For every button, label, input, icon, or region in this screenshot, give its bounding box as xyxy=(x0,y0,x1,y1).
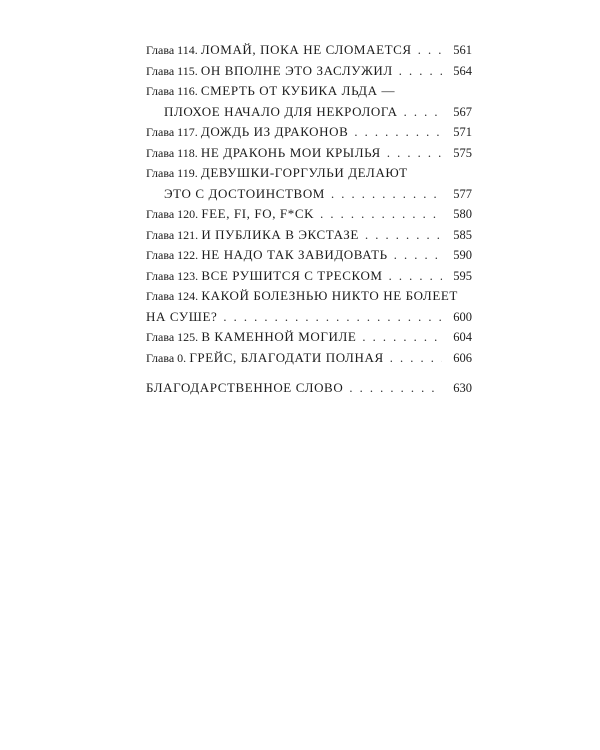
page-number: 600 xyxy=(453,309,472,324)
chapter-number: Глава 122. xyxy=(146,248,199,262)
dot-leader xyxy=(387,144,442,164)
chapter-number: Глава 119. xyxy=(146,166,198,180)
chapter-title: ДОЖДЬ ИЗ ДРАКОНОВ xyxy=(200,124,349,139)
toc-entry-line xyxy=(146,266,472,287)
page-number: 580 xyxy=(453,207,472,221)
dot-leader xyxy=(399,62,442,82)
chapter-title: КАКОЙ БОЛЕЗНЬЮ НИКТО НЕ БОЛЕЕТ xyxy=(201,288,458,303)
chapter-title: FEE, FI, FO, F*CK xyxy=(201,206,315,221)
chapter-number: Глава 124. xyxy=(146,289,199,303)
dot-leader xyxy=(362,328,442,348)
page-number: 604 xyxy=(453,330,472,344)
toc-entry-120 xyxy=(146,204,472,225)
toc-entry-line xyxy=(146,143,472,164)
chapter-title: И ПУБЛИКА В ЭКСТАЗЕ xyxy=(201,226,359,242)
toc-entry-acknowledgments xyxy=(146,378,472,399)
page-number: 590 xyxy=(453,248,472,262)
chapter-title-continued: ПЛОХОЕ НАЧАЛО ДЛЯ НЕКРОЛОГА xyxy=(164,103,398,119)
dot-leader xyxy=(331,185,442,205)
toc-entry-114 xyxy=(146,40,472,61)
dot-leader xyxy=(390,349,442,369)
chapter-title-continued: ЭТО С ДОСТОИНСТВОМ xyxy=(164,185,325,201)
toc-entry-119 xyxy=(146,163,472,204)
chapter-title: В КАМЕННОЙ МОГИЛЕ xyxy=(201,329,357,344)
page-number: 564 xyxy=(453,63,472,78)
toc-entry-line xyxy=(146,122,472,143)
chapter-number: Глава 120. xyxy=(146,207,199,221)
toc-entry-121 xyxy=(146,225,472,246)
chapter-title: ГРЕЙС, БЛАГОДАТИ ПОЛНАЯ xyxy=(189,349,384,365)
chapter-number: Глава 116. xyxy=(146,84,198,98)
toc-entry-line xyxy=(146,245,472,266)
chapter-title: ВСЕ РУШИТСЯ С ТРЕСКОМ xyxy=(201,267,383,283)
chapter-number: Глава 115. xyxy=(146,63,198,78)
chapter-title: НЕ ДРАКОНЬ МОИ КРЫЛЬЯ xyxy=(200,144,381,160)
chapter-number: Глава 118. xyxy=(146,145,198,160)
dot-leader xyxy=(394,246,442,266)
page-number: 577 xyxy=(453,186,472,201)
toc-entry-line xyxy=(146,286,472,307)
dot-leader xyxy=(404,103,442,123)
toc-entry-line xyxy=(146,378,472,399)
dot-leader xyxy=(349,379,442,399)
chapter-number: Глава 121. xyxy=(146,227,199,242)
toc-entry-line xyxy=(146,225,472,246)
chapter-number: Глава 123. xyxy=(146,268,199,283)
toc-entry-125 xyxy=(146,327,472,348)
toc-entry-124 xyxy=(146,286,472,327)
page-number: 575 xyxy=(453,145,472,160)
table-of-contents xyxy=(146,40,472,399)
toc-entry-line xyxy=(146,163,472,184)
dot-leader xyxy=(354,123,442,143)
toc-entry-123 xyxy=(146,266,472,287)
chapter-number: Глава 114. xyxy=(146,43,198,57)
dot-leader xyxy=(365,226,442,246)
page-number: 571 xyxy=(453,125,472,139)
toc-entry-117 xyxy=(146,122,472,143)
toc-entry-118 xyxy=(146,143,472,164)
toc-entry-continuation xyxy=(146,307,472,328)
toc-entry-continuation xyxy=(146,102,472,123)
chapter-title: СМЕРТЬ ОТ КУБИКА ЛЬДА — xyxy=(200,83,396,98)
toc-entry-line xyxy=(146,81,472,102)
chapter-number: Глава 0. xyxy=(146,350,187,365)
chapter-title-continued: НА СУШЕ? xyxy=(146,308,218,324)
page-number: 567 xyxy=(453,104,472,119)
chapter-title: ДЕВУШКИ-ГОРГУЛЬИ ДЕЛАЮТ xyxy=(200,165,408,180)
toc-entry-line xyxy=(146,204,472,225)
page-number: 630 xyxy=(453,381,472,395)
chapter-title: НЕ НАДО ТАК ЗАВИДОВАТЬ xyxy=(201,247,388,262)
toc-entry-line xyxy=(146,61,472,82)
toc-entry-115 xyxy=(146,61,472,82)
page-number: 585 xyxy=(453,227,472,242)
acknowledgments-title: БЛАГОДАРСТВЕННОЕ СЛОВО xyxy=(146,380,344,395)
dot-leader xyxy=(418,41,442,61)
toc-entry-line xyxy=(146,348,472,369)
toc-entry-0 xyxy=(146,348,472,369)
chapter-number: Глава 117. xyxy=(146,125,198,139)
page-number: 561 xyxy=(453,43,472,57)
toc-entry-116 xyxy=(146,81,472,122)
chapter-title: ОН ВПОЛНЕ ЭТО ЗАСЛУЖИЛ xyxy=(200,62,393,78)
dot-leader xyxy=(223,308,442,328)
dot-leader xyxy=(389,267,442,287)
chapter-number: Глава 125. xyxy=(146,330,199,344)
toc-entry-line xyxy=(146,327,472,348)
page-number: 595 xyxy=(453,268,472,283)
toc-entry-122 xyxy=(146,245,472,266)
toc-entry-continuation xyxy=(146,184,472,205)
dot-leader xyxy=(320,205,442,225)
toc-entry-line xyxy=(146,40,472,61)
page-number: 606 xyxy=(453,350,472,365)
chapter-title: ЛОМАЙ, ПОКА НЕ СЛОМАЕТСЯ xyxy=(200,42,412,57)
